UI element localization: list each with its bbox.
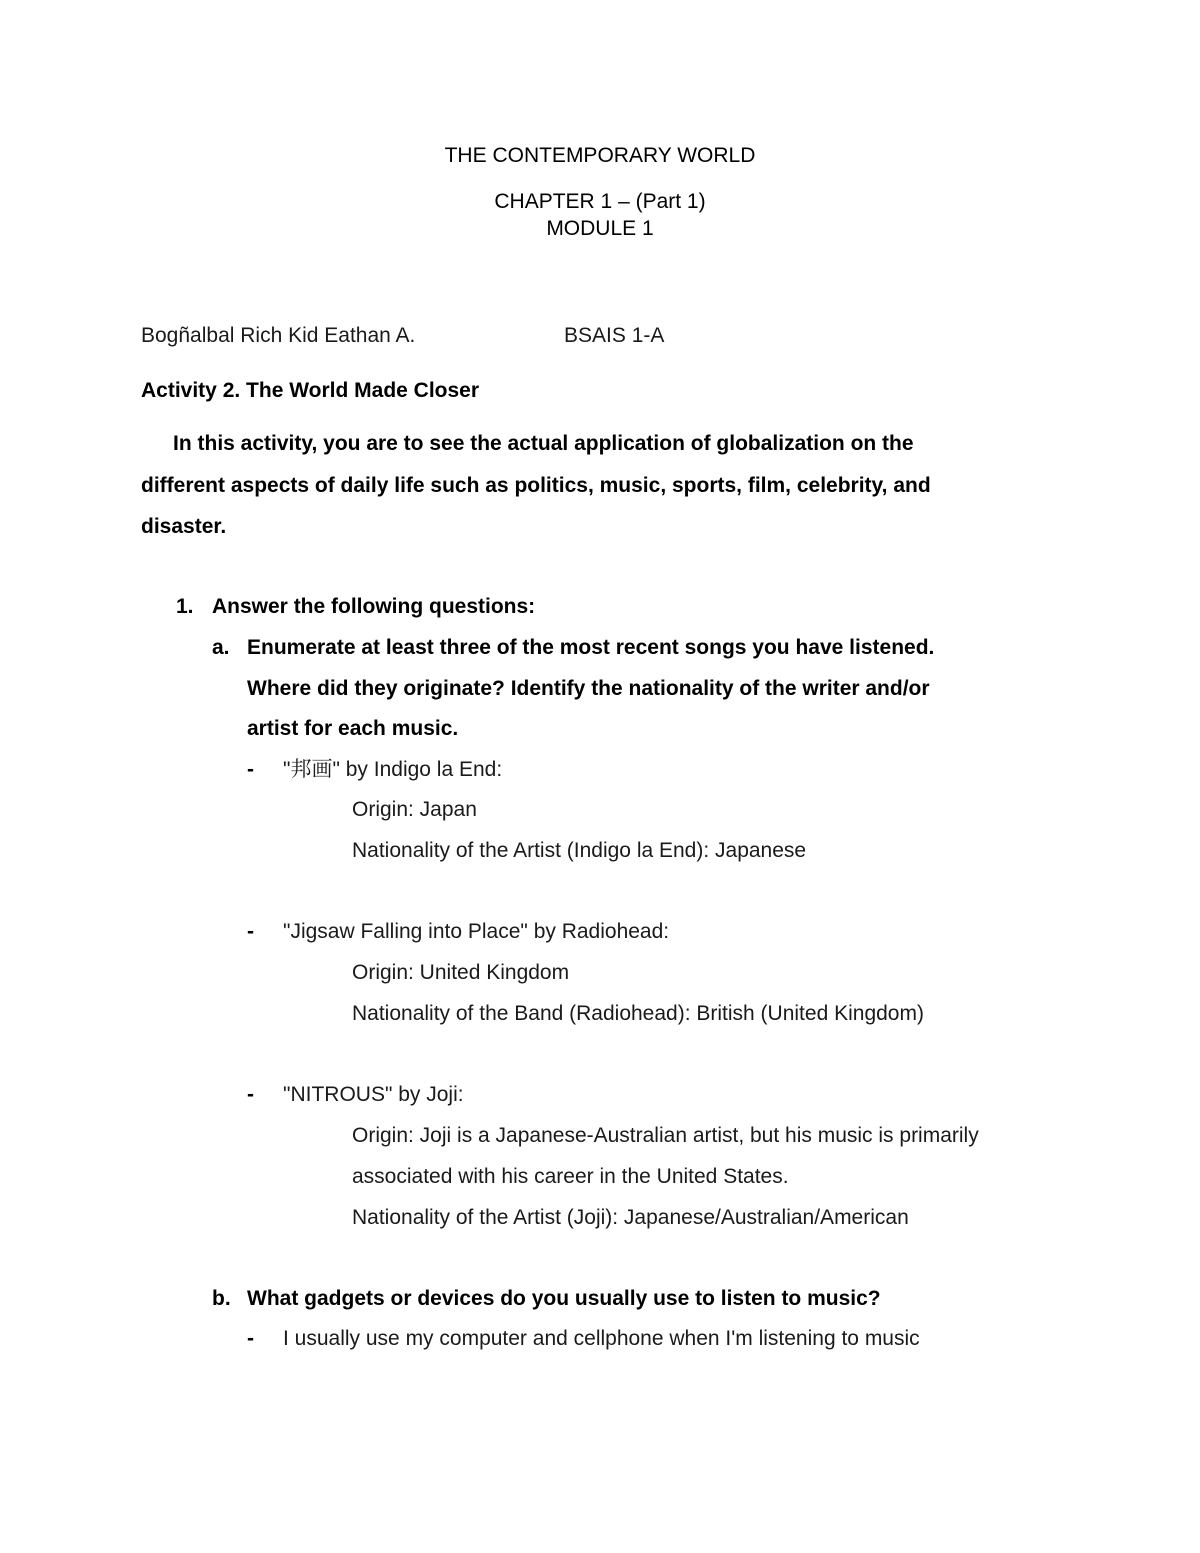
song-title: "Jigsaw Falling into Place" by Radiohead: (283, 920, 670, 943)
instructions-line: In this activity, you are to see the actual application of globalization on the (173, 432, 914, 455)
answer-text: I usually use my computer and cellphone when I'm listening to music (283, 1327, 920, 1350)
module-heading: MODULE 1 (546, 217, 654, 240)
song-detail: Nationality of the Artist (Joji): Japanese/Australian/American (352, 1206, 909, 1229)
instructions-line: disaster. (141, 515, 227, 538)
bullet-dash: - (247, 758, 254, 781)
song-detail: Origin: Joji is a Japanese-Australian artist, but his music is primarily (352, 1124, 979, 1147)
item-label: Answer the following questions: (212, 595, 536, 618)
course-title: THE CONTEMPORARY WORLD (444, 144, 756, 167)
question-a-line: artist for each music. (247, 717, 459, 740)
bullet-dash: - (247, 1083, 254, 1106)
instructions-line: different aspects of daily life such as politics, music, sports, film, celebrity, and (141, 474, 931, 497)
activity-title: Activity 2. The World Made Closer (141, 379, 480, 402)
song-detail: Origin: United Kingdom (352, 961, 570, 984)
bullet-dash: - (247, 920, 254, 943)
song-title: "邦画" by Indigo la End: (283, 758, 503, 781)
question-letter: b. (212, 1287, 231, 1310)
question-a-line: Where did they originate? Identify the nationality of the writer and/or (247, 677, 930, 700)
question-letter: a. (212, 636, 230, 659)
song-detail: Origin: Japan (352, 798, 477, 821)
student-name: Bogñalbal Rich Kid Eathan A. (141, 324, 416, 347)
student-section: BSAIS 1-A (564, 324, 665, 347)
song-detail: associated with his career in the United States. (352, 1165, 789, 1188)
question-a-line: Enumerate at least three of the most recent songs you have listened. (247, 636, 935, 659)
question-b-text: What gadgets or devices do you usually use to listen to music? (247, 1287, 881, 1310)
song-detail: Nationality of the Artist (Indigo la End): Japanese (352, 839, 807, 862)
bullet-dash: - (247, 1327, 254, 1350)
song-title: "NITROUS" by Joji: (283, 1083, 464, 1106)
list-number: 1. (176, 595, 194, 618)
chapter-heading: CHAPTER 1 – (Part 1) (494, 190, 706, 213)
song-detail: Nationality of the Band (Radiohead): British (United Kingdom) (352, 1002, 924, 1025)
